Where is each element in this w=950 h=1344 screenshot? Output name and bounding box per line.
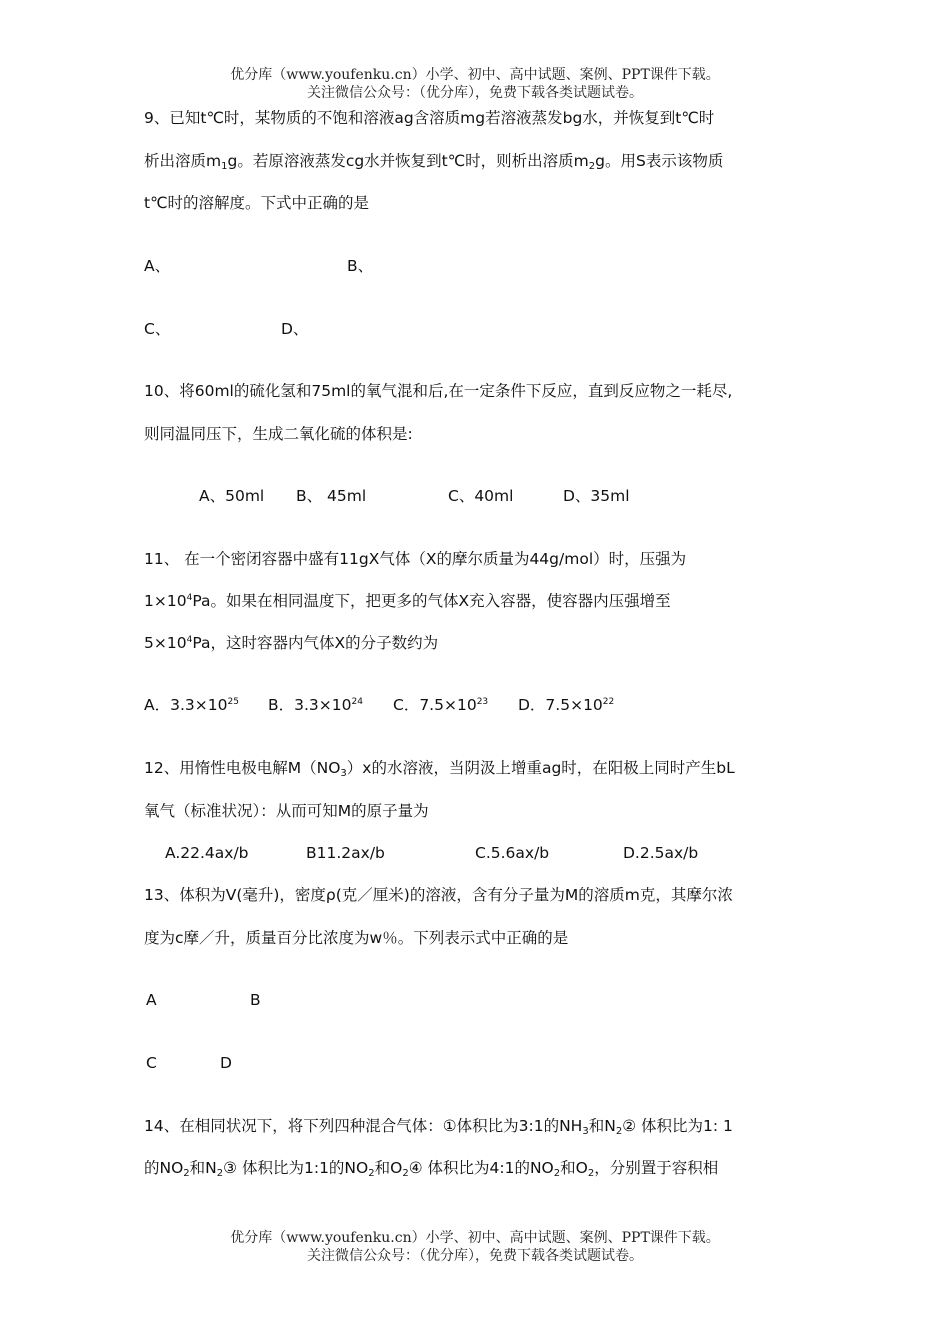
q10-option-c: C、40ml — [448, 487, 514, 505]
q12-line-2: 氧气（标准状况）：从而可知M的原子量为 — [144, 802, 429, 820]
q13-line-1: 13、体积为V(毫升)，密度ρ(克／厘米)的溶液，含有分子量为M的溶质m克，其摩尔浓 — [144, 886, 733, 904]
q9-option-d: D、 — [281, 320, 309, 338]
footer-line-2: 关注微信公众号：（优分库），免费下载各类试题试卷。 — [307, 1248, 643, 1264]
q9-option-c: C、 — [144, 320, 171, 338]
q13-option-d: D — [220, 1054, 232, 1072]
q11-line-1: 11、 在一个密闭容器中盛有11gX气体（X的摩尔质量为44g/mol）时，压强为 — [144, 550, 687, 568]
q13-option-a: A — [146, 991, 157, 1009]
q14-line-1: 14、在相同状况下，将下列四种混合气体：①体积比为3:1的$NH_3$和$N_2②$ 体积比为1: 1 — [144, 1117, 733, 1137]
q12-option-a: A.22.4ax/b — [165, 844, 249, 862]
q11-line-3: $5\times 10^4Pa$，这时容器内气体X的分子数约为 — [144, 634, 439, 652]
q14-line-2: 的$NO_2$和$N_2③$ 体积比为1:1的$NO_2$和$O_2④$ 体积比为4:1的$NO_2$和$O_2$，分别置于容积相 — [144, 1159, 719, 1179]
q9-option-a: A、 — [144, 257, 171, 275]
q11-option-b: B．$3.3\times 10^{24}$ — [268, 696, 363, 714]
q13-option-b: B — [250, 991, 261, 1009]
q10-line-1: 10、将60ml的硫化氢和75ml的氧气混和后,在一定条件下反应，直到反应物之一耗尽, — [144, 382, 733, 400]
q12-option-b: B11.2ax/b — [306, 844, 385, 862]
q11-option-c: C．$7.5\times 10^{23}$ — [393, 696, 489, 714]
q10-option-d: D、35ml — [563, 487, 630, 505]
q13-option-c: C — [146, 1054, 157, 1072]
header-line-1: 优分库（www.youfenku.cn）小学、初中、高中试题、案例、PPT课件下载。 — [230, 67, 720, 83]
q9-line-2: 析出溶质$m_1g$。若原溶液蒸发cg水并恢复到t℃时，则析出溶质$m_2g$。用S表示该物质 — [144, 152, 724, 172]
q9-option-b: B、 — [347, 257, 374, 275]
q11-option-d: D．$7.5\times 10^{22}$ — [518, 696, 615, 714]
header-line-2: 关注微信公众号：（优分库），免费下载各类试题试卷。 — [307, 85, 643, 101]
q10-line-2: 则同温同压下，生成二氧化硫的体积是: — [144, 425, 413, 443]
q12-line-1: 12、用惰性电极电解$M(NO_3)x$的水溶液，当阴汲上增重ag时，在阳极上同时产生bL — [144, 759, 735, 779]
q12-option-d: D.2.5ax/b — [623, 844, 699, 862]
q12-option-c: C.5.6ax/b — [475, 844, 550, 862]
q11-line-2: $1\times 10^4Pa$。如果在相同温度下，把更多的气体X充入容器，使容器内压强增至 — [144, 592, 671, 610]
footer-line-1: 优分库（www.youfenku.cn）小学、初中、高中试题、案例、PPT课件下载。 — [230, 1230, 720, 1246]
q9-line-1: 9、已知t℃时，某物质的不饱和溶液ag含溶质mg若溶液蒸发bg水，并恢复到t℃时 — [144, 109, 715, 127]
q9-line-3: t℃时的溶解度。下式中正确的是 — [144, 194, 369, 212]
q13-line-2: 度为c摩／升，质量百分比浓度为w％。下列表示式中正确的是 — [144, 929, 569, 947]
q11-option-a: A．$3.3\times 10^{25}$ — [144, 696, 239, 714]
q10-option-a: A、50ml — [199, 487, 265, 505]
q10-option-b: B、 45ml — [296, 487, 367, 505]
